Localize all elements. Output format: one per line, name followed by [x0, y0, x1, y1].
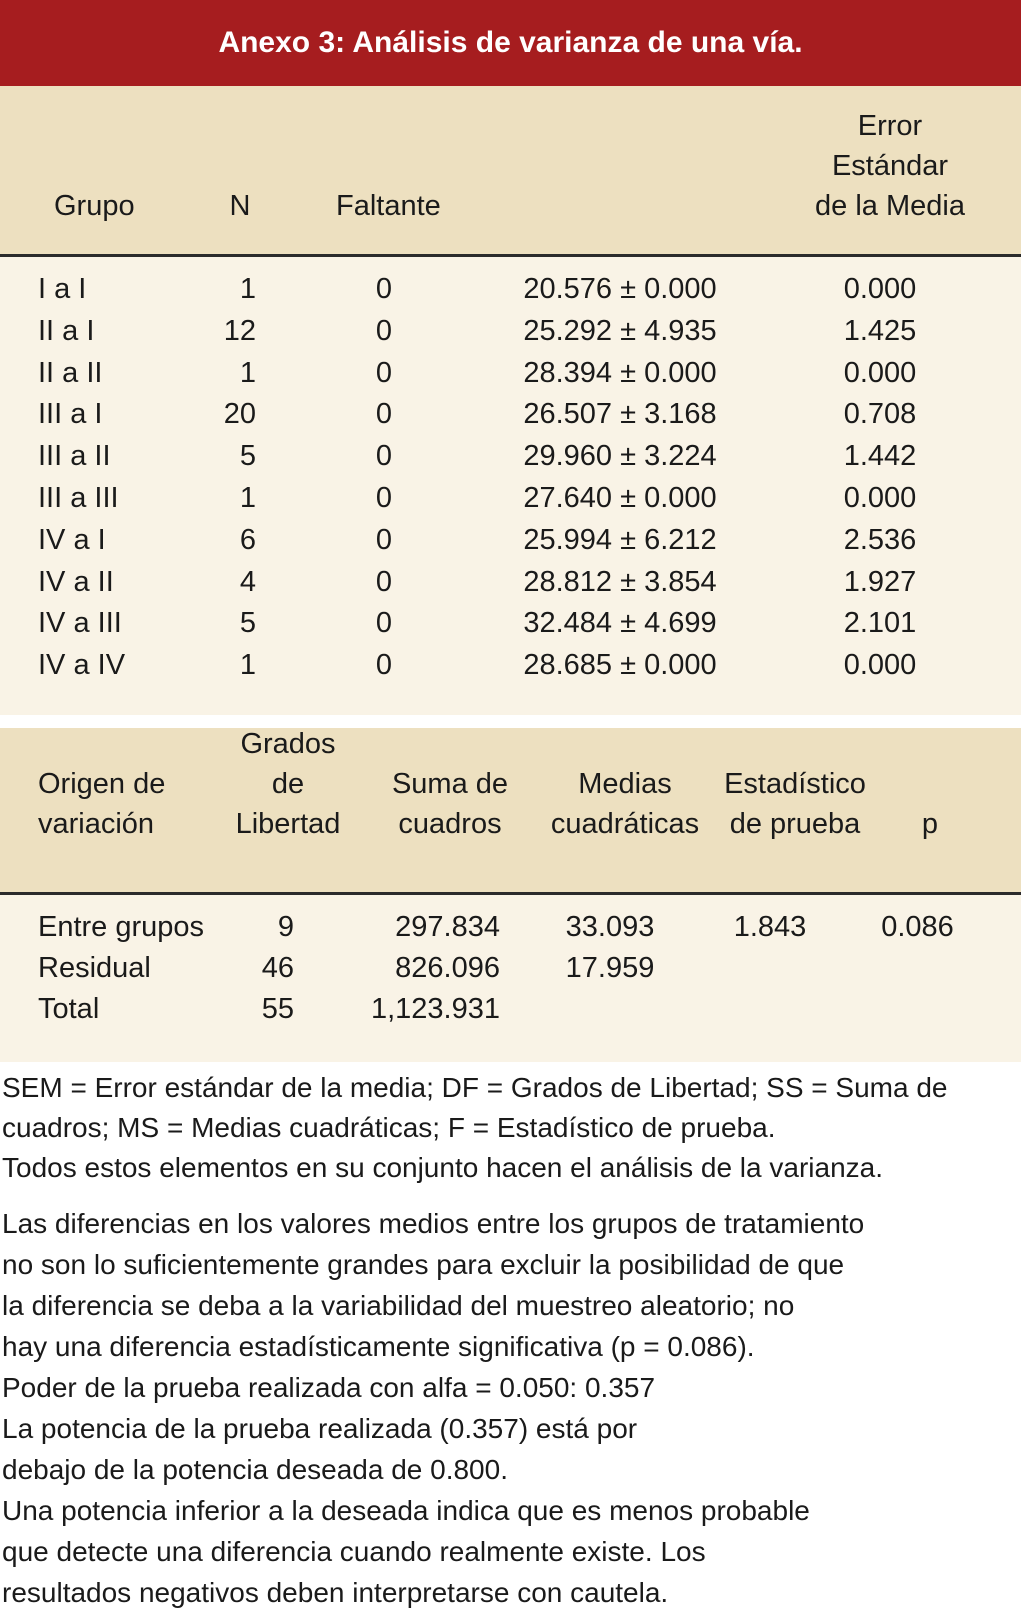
cell-sem: 1.927	[843, 565, 917, 598]
note-line: La potencia de la prueba realizada (0.357) está por	[2, 1413, 638, 1444]
cell-f: 1.843	[733, 911, 807, 943]
cell-p: 0.086	[881, 911, 954, 943]
header-p: p	[921, 808, 939, 840]
cell-n: 20	[223, 398, 256, 431]
cell-faltante: 0	[375, 356, 393, 389]
cell-faltante: 0	[375, 607, 393, 640]
cell-grupo: III a II	[38, 440, 111, 473]
header-ss-line1: Suma de	[391, 768, 509, 800]
cell-origen: Entre grupos	[38, 911, 205, 943]
cell-gl: 46	[261, 952, 294, 984]
header-faltante: Faltante	[336, 190, 441, 222]
note-line: hay una diferencia estadísticamente significativa (p = 0.086).	[2, 1331, 755, 1362]
header-ss-line2: cuadros	[398, 808, 502, 840]
cell-sem: 0.000	[843, 356, 917, 389]
cell-faltante: 0	[375, 523, 393, 556]
note-line: debajo de la potencia deseada de 0.800.	[2, 1454, 508, 1485]
cell-grupo: IV a II	[38, 565, 114, 598]
cell-media: 28.685 ± 0.000	[523, 649, 717, 682]
cell-sem: 1.425	[843, 314, 917, 347]
cell-faltante: 0	[375, 314, 393, 347]
anova-table	[0, 728, 1021, 1062]
cell-n: 1	[239, 649, 256, 682]
cell-n: 1	[239, 273, 256, 305]
cell-media: 32.484 ± 4.699	[523, 607, 717, 640]
note-line: Una potencia inferior a la deseada indica que es menos probable	[2, 1495, 810, 1526]
cell-n: 5	[239, 440, 256, 473]
cell-grupo: IV a III	[38, 607, 122, 640]
cell-n: 4	[239, 565, 256, 598]
groups-table-header	[0, 86, 1021, 257]
cell-ms: 33.093	[565, 911, 655, 943]
cell-n: 5	[239, 607, 256, 640]
header-f-line2: de prueba	[729, 808, 861, 840]
cell-n: 1	[239, 482, 256, 514]
header-ms-line1: Medias	[578, 768, 672, 800]
cell-ss: 826.096	[395, 952, 500, 984]
header-n: N	[229, 190, 251, 222]
cell-grupo: IV a IV	[38, 649, 126, 682]
cell-sem: 2.536	[843, 523, 917, 556]
cell-grupo: II a I	[38, 314, 95, 347]
cell-sem: 0.708	[843, 398, 917, 431]
header-origen-line2: variación	[38, 808, 155, 840]
header-gl-line2: de	[271, 768, 305, 800]
cell-media: 25.994 ± 6.212	[523, 523, 717, 556]
header-sem-line1: Error	[857, 110, 923, 142]
cell-origen: Total	[38, 993, 100, 1025]
header-sem-line2: Estándar	[831, 150, 949, 182]
cell-media: 29.960 ± 3.224	[523, 440, 717, 473]
cell-n: 6	[239, 523, 256, 556]
header-gl-line3: Libertad	[235, 808, 341, 840]
cell-gl: 55	[261, 993, 294, 1025]
header-ms-line2: cuadráticas	[550, 808, 700, 840]
cell-faltante: 0	[375, 649, 393, 682]
cell-grupo: III a III	[38, 482, 119, 514]
note-line: Las diferencias en los valores medios entre los grupos de tratamiento	[2, 1208, 865, 1239]
header-sem-line3: de la Media	[815, 190, 965, 222]
header-grupo: Grupo	[54, 190, 135, 222]
cell-faltante: 0	[375, 273, 393, 305]
cell-media: 20.576 ± 0.000	[523, 273, 717, 305]
table-title: Anexo 3: Análisis de varianza de una vía.	[0, 0, 1021, 86]
note-line: Poder de la prueba realizada con alfa = 0.050: 0.357	[2, 1372, 656, 1403]
cell-faltante: 0	[375, 565, 393, 598]
note-line: resultados negativos deben interpretarse con cautela.	[2, 1577, 669, 1608]
cell-faltante: 0	[375, 398, 393, 431]
cell-sem: 0.000	[843, 482, 917, 514]
header-f-line1: Estadístico	[724, 768, 866, 800]
header-origen-line1: Origen de	[38, 768, 166, 800]
cell-grupo: II a II	[38, 356, 103, 389]
cell-n: 1	[239, 356, 256, 389]
groups-table	[0, 86, 1021, 715]
anova-table-header	[0, 728, 1021, 895]
cell-grupo: IV a I	[38, 523, 106, 556]
cell-media: 27.640 ± 0.000	[523, 482, 717, 514]
header-gl-line1: Grados	[240, 728, 336, 760]
cell-n: 12	[223, 314, 256, 347]
cell-media: 25.292 ± 4.935	[523, 314, 717, 347]
cell-grupo: III a I	[38, 398, 103, 431]
note-line: que detecte una diferencia cuando realmente existe. Los	[2, 1536, 706, 1567]
cell-faltante: 0	[375, 482, 393, 514]
cell-grupo: I a I	[38, 273, 87, 305]
note-line: la diferencia se deba a la variabilidad del muestreo aleatorio; no	[2, 1290, 795, 1321]
cell-ss: 1,123.931	[370, 993, 500, 1025]
cell-ms: 17.959	[565, 952, 655, 984]
note-line: Todos estos elementos en su conjunto hacen el análisis de la varianza.	[2, 1152, 883, 1183]
cell-sem: 1.442	[843, 440, 917, 473]
cell-media: 28.812 ± 3.854	[523, 565, 717, 598]
cell-media: 28.394 ± 0.000	[523, 356, 717, 389]
cell-origen: Residual	[38, 952, 151, 984]
cell-media: 26.507 ± 3.168	[523, 398, 717, 431]
note-line: SEM = Error estándar de la media; DF = Grados de Libertad; SS = Suma de	[2, 1072, 948, 1103]
cell-gl: 9	[277, 911, 294, 943]
cell-sem: 0.000	[843, 273, 917, 305]
cell-ss: 297.834	[395, 911, 500, 943]
cell-faltante: 0	[375, 440, 393, 473]
note-line: cuadros; MS = Medias cuadráticas; F = Estadístico de prueba.	[2, 1112, 776, 1143]
cell-sem: 0.000	[843, 649, 917, 682]
note-line: no son lo suficientemente grandes para excluir la posibilidad de que	[2, 1249, 845, 1280]
cell-sem: 2.101	[843, 607, 917, 640]
